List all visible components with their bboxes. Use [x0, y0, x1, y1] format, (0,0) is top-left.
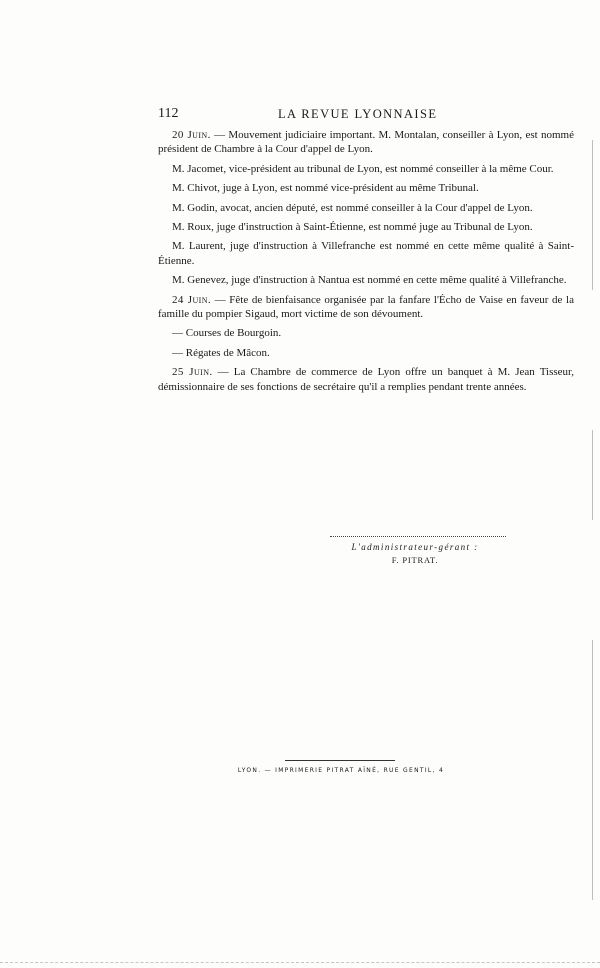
- entry-paragraph: [158, 365, 574, 394]
- entry-text: M. Chivot, juge à Lyon, est nommé vice-président au même Tribunal.: [172, 182, 479, 195]
- signature-rule: [330, 536, 506, 537]
- entry-paragraph: [158, 326, 574, 340]
- entry-date: 24 Juin.: [172, 293, 212, 306]
- entry-text: — Fête de bienfaisance organisée par la fanfare l'Écho de Vaise en faveur de la famille du pompier Sigaud, mort victime de son dévoument.: [158, 293, 574, 321]
- entry-paragraph: [158, 162, 574, 176]
- entry-text: — Mouvement judiciaire important. M. Montalan, conseiller à Lyon, est nommé président de Chambre à la Cour d'appel de Lyon.: [158, 129, 575, 156]
- entry-date: 20 Juin.: [172, 129, 211, 141]
- signature-block: [300, 541, 530, 567]
- running-title: LA REVUE LYONNAISE: [278, 107, 438, 121]
- page-number: 112: [158, 106, 179, 121]
- scan-artifact-line: [592, 430, 593, 520]
- entry-text: — La Chambre de commerce de Lyon offre un banquet à M. Jean Tisseur, démissionnaire de ses fonctions de secrétaire qu'il a remplies pendant trente années.: [158, 366, 574, 393]
- entry-text: M. Roux, juge d'instruction à Saint-Étienne, est nommé juge au Tribunal de Lyon.: [172, 221, 533, 234]
- entry-text: — Régates de Mâcon.: [172, 346, 270, 359]
- entry-paragraph: [158, 220, 574, 234]
- entry-paragraph: [158, 239, 574, 268]
- entry-paragraph: [158, 181, 574, 195]
- entry-text: M. Jacomet, vice-président au tribunal de Lyon, est nommé conseiller à la même Cour.: [172, 162, 554, 175]
- scan-artifact-line: [592, 140, 593, 290]
- entry-paragraph: [158, 273, 574, 287]
- imprint-rule: [285, 760, 395, 761]
- entry-text: M. Laurent, juge d'instruction à Villefranche est nommé en cette même qualité à Saint-Étienne.: [158, 240, 574, 267]
- signature-role: L'administrateur-gérant :: [351, 542, 479, 552]
- printer-imprint: LYON. — IMPRIMERIE PITRAT AÎNÉ, RUE GENTIL, 4: [237, 767, 445, 774]
- scan-artifact-edge: [0, 962, 600, 963]
- entry-paragraph: [158, 128, 574, 157]
- entry-date: 25 Juin.: [172, 366, 213, 379]
- entry-text: M. Godin, avocat, ancien député, est nommé conseiller à la Cour d'appel de Lyon.: [172, 201, 533, 214]
- page-header: [158, 106, 574, 126]
- entry-text: — Courses de Bourgoin.: [172, 327, 282, 340]
- chronicle-body: [158, 128, 574, 399]
- entry-paragraph: [158, 293, 574, 322]
- entry-paragraph: [158, 201, 574, 215]
- entry-text: M. Genevez, juge d'instruction à Nantua est nommé en cette même qualité à Villefranche.: [172, 274, 567, 287]
- entry-paragraph: [158, 346, 574, 360]
- scan-artifact-line: [592, 640, 593, 900]
- signature-name: F. PITRAT.: [391, 555, 439, 565]
